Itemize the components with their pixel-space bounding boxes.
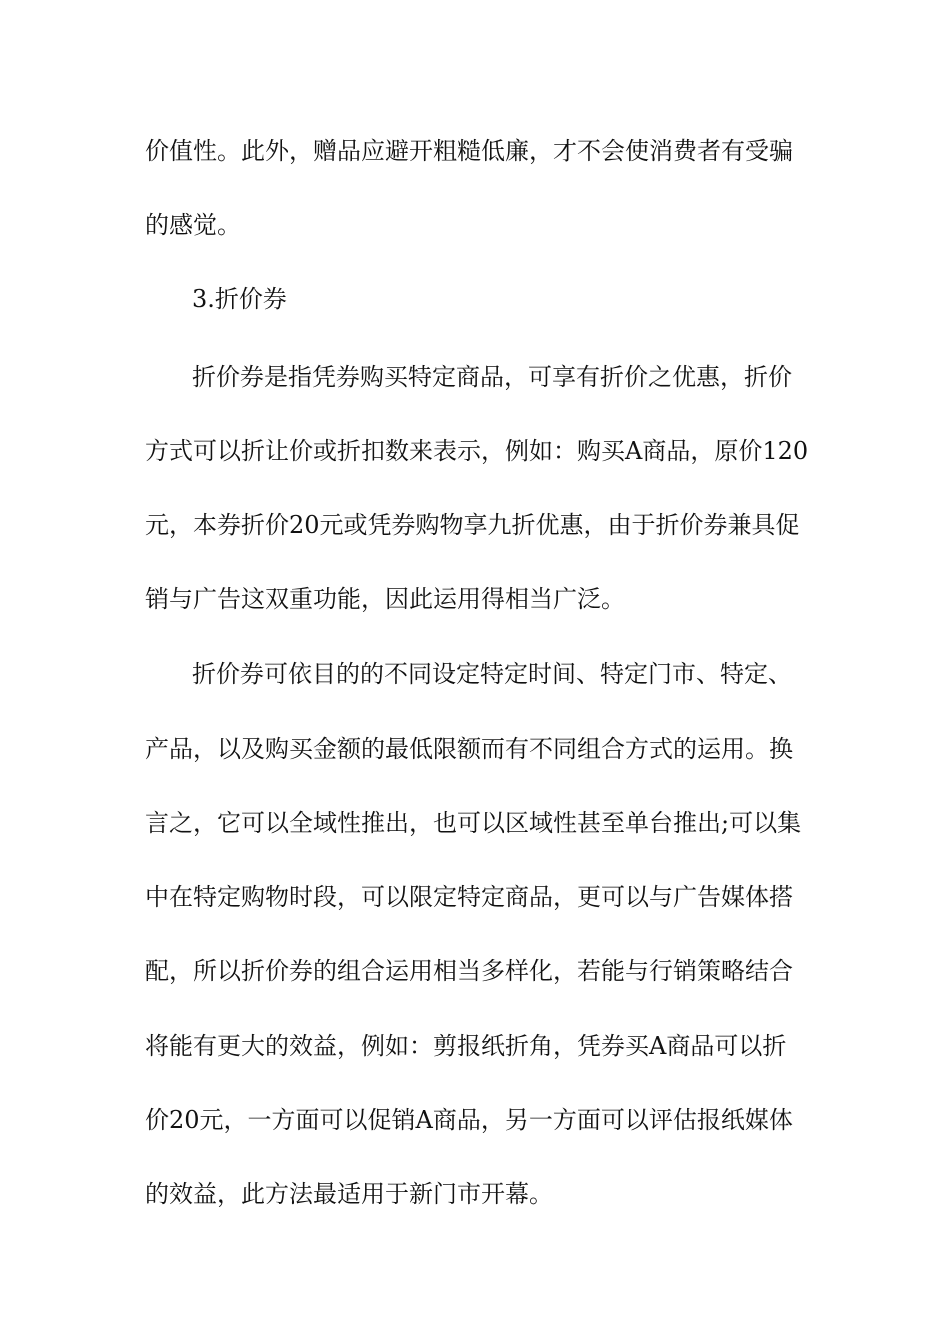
paragraph-line: 配，所以折价券的组合运用相当多样化，若能与行销策略结合: [145, 957, 793, 985]
paragraph-line: 中在特定购物时段，可以限定特定商品，更可以与广告媒体搭: [145, 883, 793, 911]
paragraph-line: 元，本券折价20元或凭券购物享九折优惠，由于折价券兼具促: [145, 511, 800, 539]
paragraph-line: 的效益，此方法最适用于新门市开幕。: [145, 1180, 553, 1208]
paragraph-line: 价20元，一方面可以促销A商品，另一方面可以评估报纸媒体: [145, 1106, 793, 1134]
paragraph-line: 的感觉。: [145, 211, 241, 239]
paragraph-line: 将能有更大的效益，例如：剪报纸折角，凭券买A商品可以折: [145, 1032, 787, 1060]
paragraph-line: 折价券是指凭券购买特定商品，可享有折价之优惠，折价: [192, 363, 792, 391]
section-heading: 3.折价券: [192, 285, 287, 313]
paragraph-line: 销与广告这双重功能，因此运用得相当广泛。: [145, 585, 625, 613]
paragraph-line: 产品，以及购买金额的最低限额而有不同组合方式的运用。换: [145, 735, 793, 763]
paragraph-line: 方式可以折让价或折扣数来表示，例如：购买A商品，原价120: [145, 437, 809, 465]
paragraph-line: 言之，它可以全域性推出，也可以区域性甚至单台推出;可以集: [145, 809, 802, 837]
paragraph-line: 价值性。此外，赠品应避开粗糙低廉，才不会使消费者有受骗: [145, 137, 793, 165]
paragraph-line: 折价券可依目的的不同设定特定时间、特定门市、特定、: [192, 660, 792, 688]
